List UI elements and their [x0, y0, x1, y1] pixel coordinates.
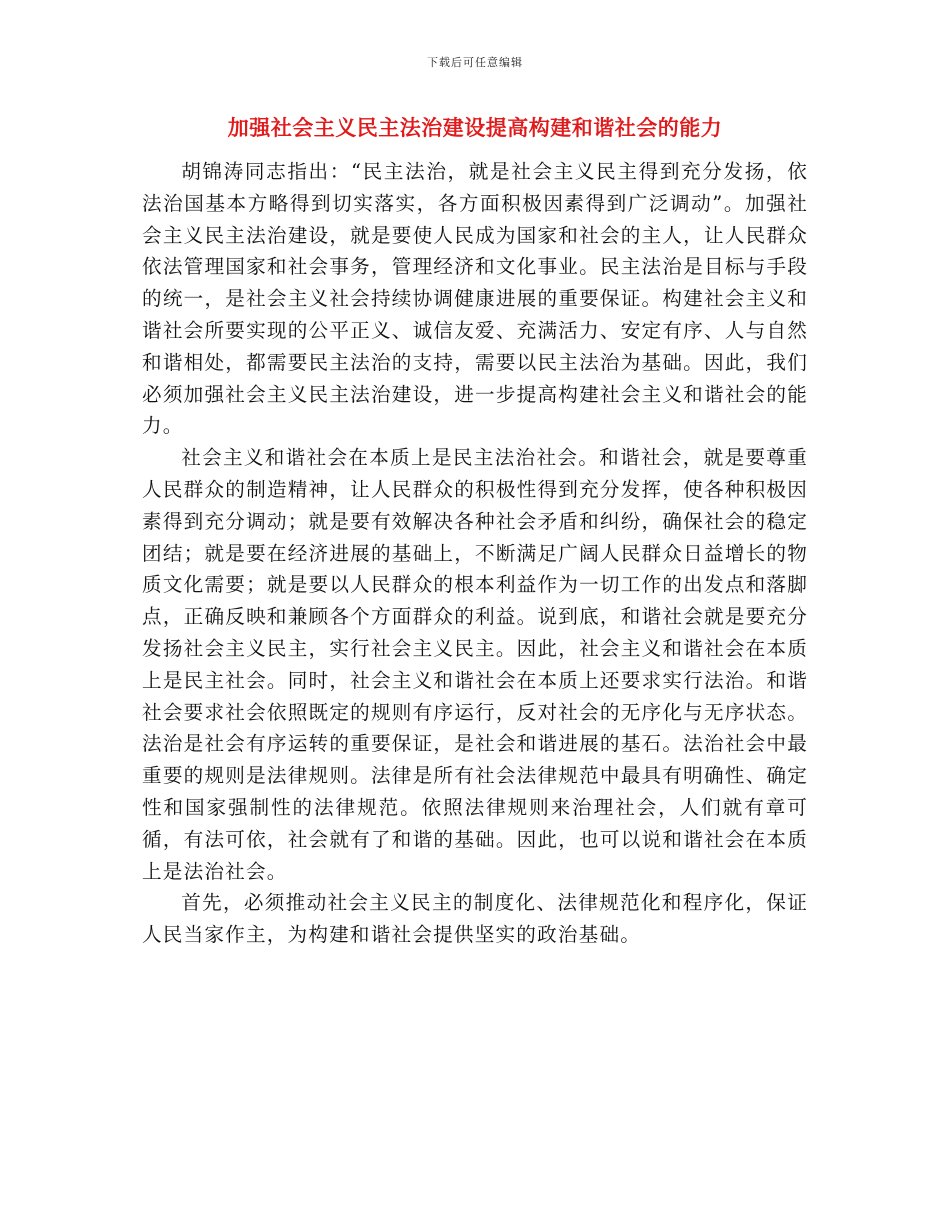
paragraph-2: 社会主义和谐社会在本质上是民主法治社会。和谐社会，就是要尊重人民群众的制造精神，让人民群众的积极性得到充分发挥，使各种积极因素得到充分调动；就是要有效解决各种社会矛盾和纠纷，确保社会的稳定团结；就是要在经济进展的基础上，不断满足广阔人民群众日益增长的物质文化需要；就是要以人民群众的根本利益作为一切工作的出发点和落脚点，正确反映和兼顾各个方面群众的利益。说到底，和谐社会就是要充分发扬社会主义民主，实行社会主义民主。因此，社会主义和谐社会在本质上是民主社会。同时，社会主义和谐社会在本质上还要求实行法治。和谐社会要求社会依照既定的规则有序运行，反对社会的无序化与无序状态。法治是社会有序运转的重要保证，是社会和谐进展的基石。法治社会中最重要的规则是法律规则。法律是所有社会法律规范中最具有明确性、确定性和国家强制性的法律规范。依照法律规则来治理社会，人们就有章可循，有法可依，社会就有了和谐的基础。因此，也可以说和谐社会在本质上是法治社会。 [142, 446, 808, 883]
paragraph-1: 胡锦涛同志指出：“民主法治，就是社会主义民主得到充分发扬，依法治国基本方略得到切实落实，各方面积极因素得到广泛调动”。加强社会主义民主法治建设，就是要使人民成为国家和社会的主人，让人民群众依法管理国家和社会事务，管理经济和文化事业。民主法治是目标与手段的统一，是社会主义社会持续协调健康进展的重要保证。构建社会主义和谐社会所要实现的公平正义、诚信友爱、充满活力、安定有序、人与自然和谐相处，都需要民主法治的支持，需要以民主法治为基础。因此，我们必须加强社会主义民主法治建设，进一步提高构建社会主义和谐社会的能力。 [142, 160, 808, 438]
document-body [142, 156, 808, 951]
document-title: 加强社会主义民主法治建设提高构建和谐社会的能力 [227, 115, 723, 140]
header-note: 下载后可任意编辑 [427, 56, 523, 69]
paragraph-3: 首先，必须推动社会主义民主的制度化、法律规范化和程序化，保证人民当家作主，为构建和谐社会提供坚实的政治基础。 [142, 891, 808, 947]
